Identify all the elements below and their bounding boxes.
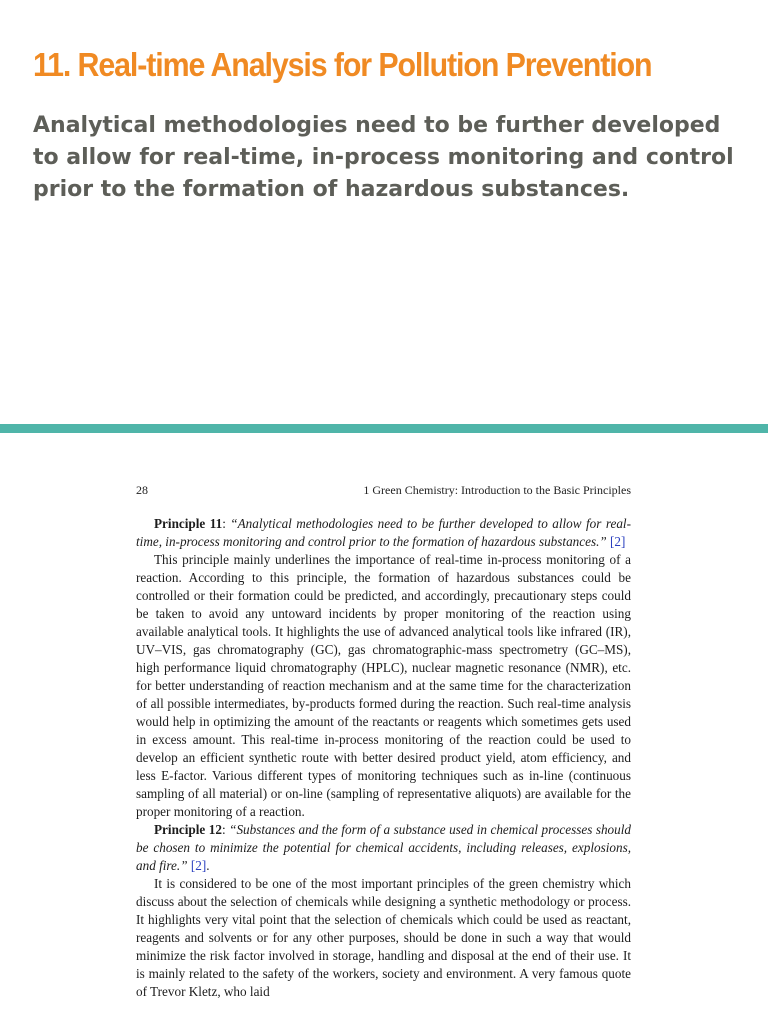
chapter-title: 1 Green Chemistry: Introduction to the Basic Principles xyxy=(363,483,631,497)
principle-12-statement xyxy=(136,821,631,875)
principle-11-colon: : xyxy=(222,516,231,531)
principle-12-citation-link[interactable]: [2] xyxy=(190,858,207,873)
principle-11-quote: “Analytical methodologies need to be further developed to allow for real-time, in-process monitoring and control prior to the formation of hazardous substances.” xyxy=(136,516,631,549)
principle-12-period: . xyxy=(206,858,210,873)
page-body xyxy=(136,515,631,1001)
slide-subtitle: Analytical methodologies need to be further developed to allow for real-time, in-process monitoring and control prior to the formation of hazardous substances. xyxy=(33,113,734,202)
book-page-excerpt xyxy=(0,433,768,1024)
principle-12-colon: : xyxy=(221,822,230,837)
divider-bar xyxy=(0,424,768,433)
principle-12-label: Principle 12 xyxy=(154,822,222,837)
principle-11-citation-link[interactable]: [2] xyxy=(610,534,626,549)
slide-title: 11. Real-time Analysis for Pollution Prevention xyxy=(33,46,652,83)
principle-12-paragraph: It is considered to be one of the most important principles of the green chemistry which discuss about the selection of chemicals while designing a synthetic methodology or process. It highlights very vital point that the selection of chemicals which could be used as reactant, reagents and solvents or for any other purposes, should be done in such a way that would minimize the risk factor involved in storage, handling and disposal at the end of their use. It is mainly related to the safety of the workers, society and environment. A very famous quote of Trevor Kletz, who laid xyxy=(136,876,631,999)
principle-11-label: Principle 11 xyxy=(154,516,223,531)
principle-11-paragraph: This principle mainly underlines the importance of real-time in-process monitoring of a reaction. According to this principle, the formation of hazardous substances could be controlled or their formation could be predicted, and accordingly, precautionary steps could be taken to avoid any untoward incidents by proper monitoring of the reaction using available analytical tools. It highlights the use of advanced analytical tools like infrared (IR), UV–VIS, gas chromatography (GC), gas chromatographic-mass spectrometry (GC–MS), high performance liquid chromatography (HPLC), nuclear magnetic resonance (NMR), etc. for better understanding of reaction mechanism and at the same time for the characterization of all possible intermediates, by-products formed during the reaction. Such real-time analysis would help in optimizing the amount of the reactants or reagents which sometimes gets used in excess amount. This real-time in-process monitoring of the reaction could be used to develop an efficient synthetic route with better desired product yield, atom efficiency, and less E-factor. Various different types of monitoring techniques such as in-line (continuous sampling of all material) or on-line (sampling of representative aliquots) are available for the proper monitoring of a reaction. xyxy=(136,552,631,819)
page-number: 28 xyxy=(136,483,148,497)
slide-header xyxy=(0,0,768,424)
principle-11-statement xyxy=(136,515,631,551)
principle-12-quote: “Substances and the form of a substance used in chemical processes should be chosen to minimize the potential for chemical accidents, including releases, explosions, and fire.” xyxy=(136,822,632,873)
